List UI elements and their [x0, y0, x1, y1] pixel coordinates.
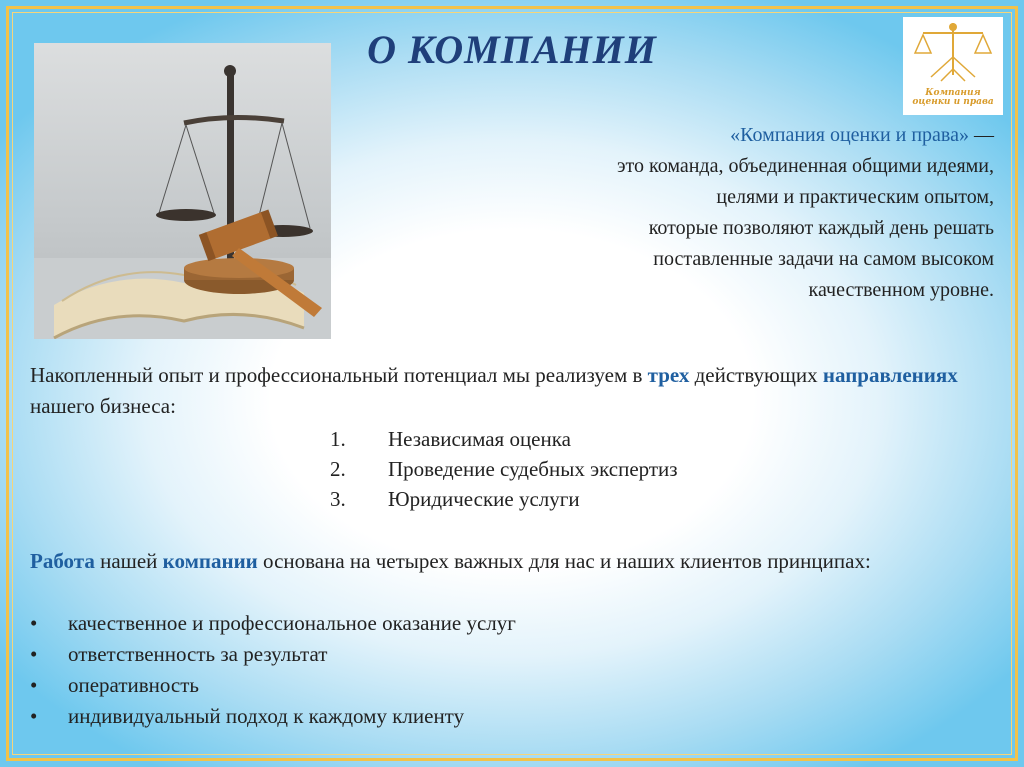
list-item-label: индивидуальный подход к каждому клиенту — [68, 704, 465, 728]
list-item — [30, 608, 930, 639]
list-number: 2. — [330, 457, 346, 481]
directions-highlight: трех — [647, 363, 690, 387]
intro-line: которые позволяют каждый день решать — [648, 217, 994, 239]
principles-text: основана на четырех важных для нас и наших клиентов принципах: — [257, 549, 871, 573]
directions-list — [330, 424, 930, 514]
directions-text: действующих — [689, 363, 823, 387]
list-number: 1. — [330, 427, 346, 451]
directions-highlight: направлениях — [822, 363, 958, 387]
page-title: О КОМПАНИИ — [367, 27, 657, 72]
list-item-label: Проведение судебных экспертиз — [388, 457, 678, 481]
list-item-label: Независимая оценка — [388, 427, 571, 451]
intro-block — [434, 120, 994, 306]
list-item-label: качественное и профессиональное оказание услуг — [68, 611, 516, 635]
intro-line: качественном уровне. — [808, 279, 994, 301]
scales-gavel-book-illustration — [34, 43, 331, 339]
list-item-label: оперативность — [68, 673, 200, 697]
list-number: 3. — [330, 487, 346, 511]
directions-text: нашего бизнеса: — [30, 394, 176, 418]
principles-list — [30, 608, 930, 732]
bullet-icon: • — [30, 642, 38, 666]
intro-dash: — — [969, 124, 994, 146]
company-name: «Компания оценки и права» — [730, 124, 969, 146]
logo-caption: Компания оценки и права — [912, 88, 994, 107]
list-item — [30, 701, 930, 732]
intro-line: это команда, объединенная общими идеями, — [616, 155, 994, 177]
directions-paragraph — [30, 360, 1005, 422]
intro-line-company — [434, 120, 994, 151]
justice-scales-photo — [34, 43, 331, 339]
list-item — [330, 454, 930, 484]
intro-line: целями и практическим опытом, — [716, 186, 994, 208]
bullet-icon: • — [30, 704, 38, 728]
list-item — [330, 484, 930, 514]
directions-text: Накопленный опыт и профессиональный потенциал мы реализуем в — [30, 363, 648, 387]
principles-text: нашей — [94, 549, 163, 573]
intro-line: поставленные задачи на самом высоком — [653, 248, 994, 270]
list-item — [30, 639, 930, 670]
list-item-label: Юридические услуги — [388, 487, 580, 511]
principles-highlight: Работа — [30, 549, 95, 573]
list-item — [30, 670, 930, 701]
bullet-icon: • — [30, 673, 38, 697]
bullet-icon: • — [30, 611, 38, 635]
list-item-label: ответственность за результат — [68, 642, 328, 666]
list-item — [330, 424, 930, 454]
principles-highlight: компании — [162, 549, 258, 573]
principles-paragraph — [30, 546, 1005, 577]
